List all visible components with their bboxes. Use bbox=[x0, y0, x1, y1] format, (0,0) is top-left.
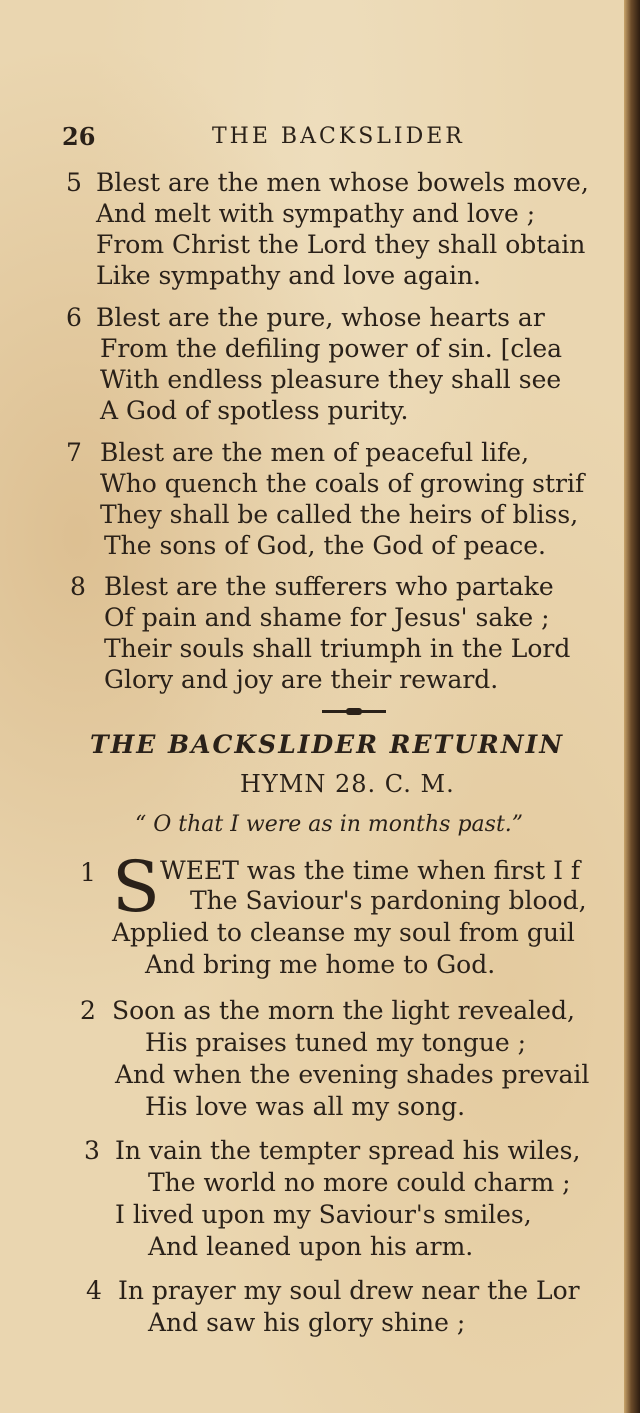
verse-line: The Saviour's pardoning blood, bbox=[190, 886, 587, 915]
stanza-number: 1 bbox=[80, 858, 96, 887]
verse-line: Applied to cleanse my soul from guil bbox=[112, 918, 575, 947]
verse-line: Blest are the men of peaceful life, bbox=[100, 438, 530, 467]
verse-line: Glory and joy are their reward. bbox=[104, 665, 499, 694]
verse-line: Their souls shall triumph in the Lord bbox=[104, 634, 571, 663]
stanza-number: 7 bbox=[66, 438, 82, 467]
hymn-section-title: THE BACKSLIDER RETURNIN bbox=[90, 730, 565, 759]
verse-line: And melt with sympathy and love ; bbox=[96, 199, 536, 228]
verse-line: His love was all my song. bbox=[145, 1092, 466, 1121]
stanza-number: 8 bbox=[70, 572, 86, 601]
verse-line: The sons of God, the God of peace. bbox=[104, 531, 547, 560]
verse-line: Like sympathy and love again. bbox=[96, 261, 481, 290]
running-head-title: THE BACKSLIDER bbox=[212, 124, 465, 149]
verse-line: They shall be called the heirs of bliss, bbox=[100, 500, 579, 529]
verse-line: Blest are the pure, whose hearts ar bbox=[96, 303, 545, 332]
verse-line: And when the evening shades prevail bbox=[115, 1060, 590, 1089]
section-divider bbox=[322, 710, 386, 713]
verse-line: Blest are the sufferers who partake bbox=[104, 572, 554, 601]
page-number: 26 bbox=[62, 122, 96, 151]
verse-line: Of pain and shame for Jesus' sake ; bbox=[104, 603, 550, 632]
verse-line: From Christ the Lord they shall obtain bbox=[96, 230, 586, 259]
verse-line: His praises tuned my tongue ; bbox=[145, 1028, 527, 1057]
verse-line: The world no more could charm ; bbox=[148, 1168, 571, 1197]
verse-line: I lived upon my Saviour's smiles, bbox=[115, 1200, 532, 1229]
page-edge bbox=[624, 0, 640, 1413]
verse-line: WEET was the time when first I f bbox=[160, 856, 581, 885]
stanza-number: 6 bbox=[66, 303, 82, 332]
verse-line: Blest are the men whose bowels move, bbox=[96, 168, 589, 197]
stanza-number: 2 bbox=[80, 996, 96, 1025]
stanza-number: 3 bbox=[84, 1136, 100, 1165]
hymn-number: HYMN 28. C. M. bbox=[240, 770, 455, 798]
verse-line: Soon as the morn the light revealed, bbox=[112, 996, 575, 1025]
verse-line: And bring me home to God. bbox=[145, 950, 496, 979]
verse-line: Who quench the coals of growing strif bbox=[100, 469, 585, 498]
verse-line: With endless pleasure they shall see bbox=[100, 365, 562, 394]
stanza-number: 4 bbox=[86, 1276, 102, 1305]
drop-cap: S bbox=[112, 846, 160, 928]
verse-line: In vain the tempter spread his wiles, bbox=[115, 1136, 581, 1165]
epigraph: “ O that I were as in months past.” bbox=[135, 812, 524, 837]
verse-line: And leaned upon his arm. bbox=[148, 1232, 474, 1261]
verse-line: A God of spotless purity. bbox=[100, 396, 409, 425]
verse-line: In prayer my soul drew near the Lor bbox=[118, 1276, 580, 1305]
verse-line: From the defiling power of sin. [clea bbox=[100, 334, 563, 363]
verse-line: And saw his glory shine ; bbox=[148, 1308, 466, 1337]
running-head bbox=[62, 122, 622, 156]
stanza-number: 5 bbox=[66, 168, 82, 197]
